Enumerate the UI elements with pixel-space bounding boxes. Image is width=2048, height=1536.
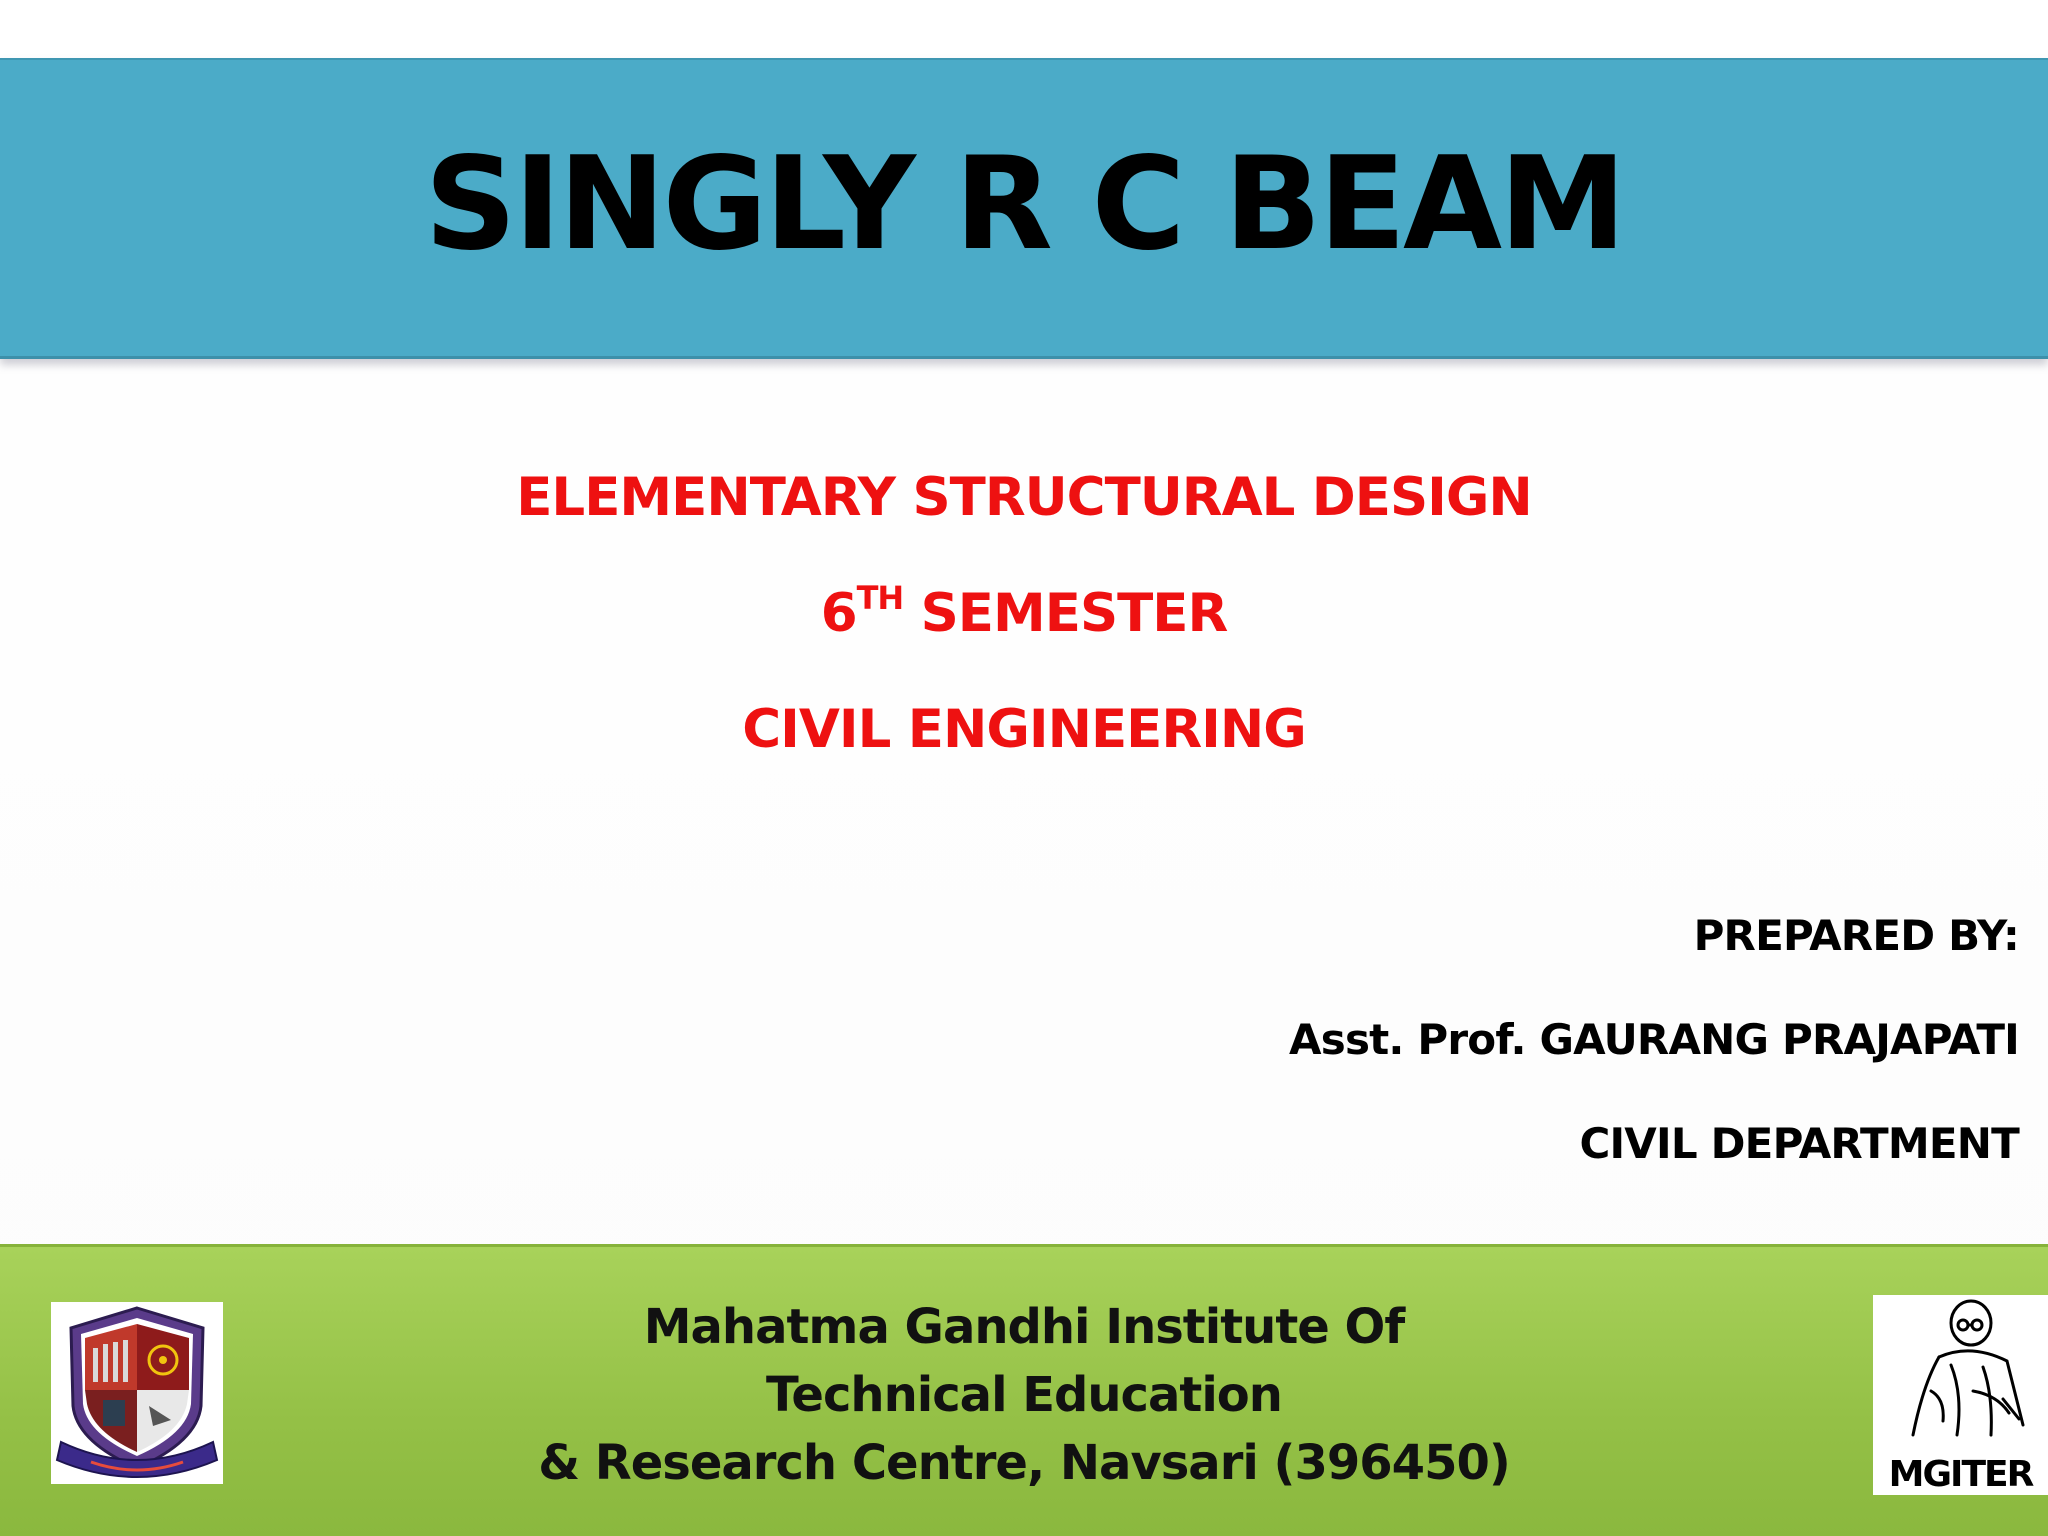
- institute-line-1: Mahatma Gandhi Institute Of: [643, 1299, 1405, 1355]
- mgiter-logo-text: MGITER: [1888, 1454, 2033, 1495]
- branch-line: CIVIL ENGINEERING: [742, 699, 1306, 760]
- prepared-by-block: [1289, 900, 2019, 1212]
- semester-suffix: TH: [856, 579, 904, 617]
- subject-line: ELEMENTARY STRUCTURAL DESIGN: [516, 467, 1532, 528]
- prepared-by-heading: PREPARED BY:: [1693, 911, 2019, 960]
- semester-line: [0, 556, 2048, 672]
- author-department: CIVIL DEPARTMENT: [1579, 1119, 2019, 1168]
- institute-line-2: Technical Education: [766, 1367, 1282, 1423]
- institute-line-3: & Research Centre, Navsari (396450): [538, 1435, 1510, 1491]
- gandhi-sketch-svg: [1873, 1295, 2048, 1455]
- gandhi-sketch-logo-icon: [1873, 1295, 2048, 1495]
- title-banner: [0, 58, 2048, 359]
- semester-number: 6: [820, 583, 857, 644]
- subtitle-block: [0, 440, 2048, 788]
- footer-banner: [0, 1244, 2048, 1536]
- semester-word: SEMESTER: [920, 583, 1228, 644]
- author-name: Asst. Prof. GAURANG PRAJAPATI: [1289, 1015, 2019, 1064]
- slide-title: SINGLY R C BEAM: [424, 129, 1624, 279]
- institute-name-block: [0, 1293, 2048, 1497]
